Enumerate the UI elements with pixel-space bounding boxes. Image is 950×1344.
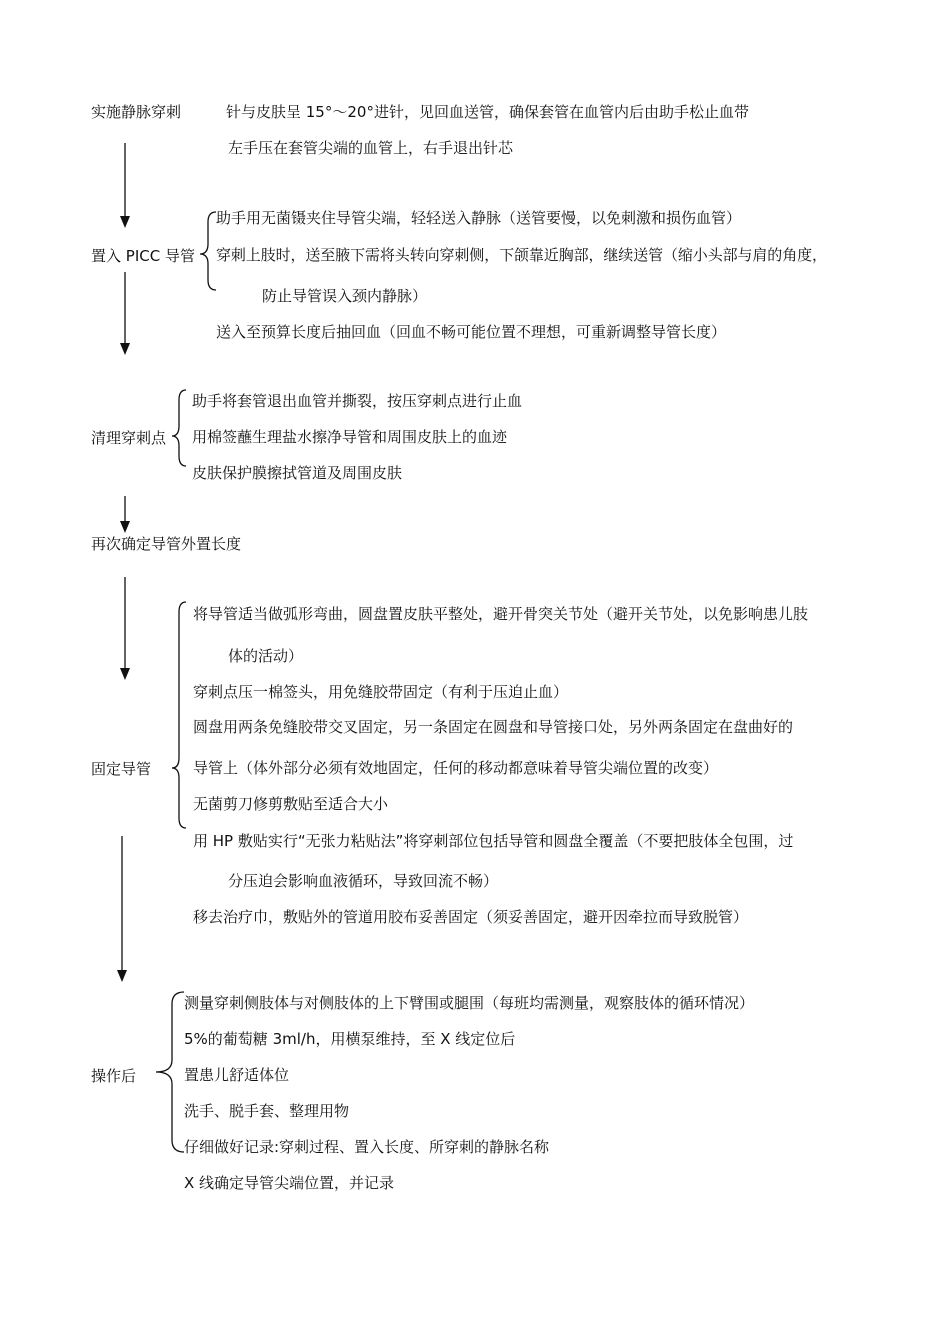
brace-s3 (172, 390, 186, 466)
step-detail: 针与皮肤呈 15°～20°进针，见回血送管，确保套管在血管内后由助手松止血带 (226, 103, 749, 121)
step-detail: 皮肤保护膜擦拭管道及周围皮肤 (192, 464, 403, 482)
step-label-clean-site: 清理穿刺点 (91, 429, 167, 447)
arrow-2-3 (120, 272, 130, 355)
arrow-5-6 (117, 836, 127, 982)
step-detail: 用 HP 敷贴实行“无张力粘贴法”将穿刺部位包括导管和圆盘全覆盖（不要把肢体全包围，过 (193, 832, 794, 850)
step-label-after-procedure: 操作后 (91, 1067, 137, 1085)
step-detail: 仔细做好记录:穿刺过程、置入长度、所穿刺的静脉名称 (184, 1138, 550, 1156)
step-detail: 将导管适当做弧形弯曲，圆盘置皮肤平整处，避开骨突关节处（避开关节处，以免影响患儿肢 (193, 605, 809, 623)
brace-s5 (172, 602, 186, 828)
step-detail: 用棉签蘸生理盐水擦净导管和周围皮肤上的血迹 (192, 428, 508, 446)
brace-s2 (200, 212, 216, 290)
arrow-1-2 (120, 143, 130, 228)
step-detail: 助手将套管退出血管并撕裂，按压穿刺点进行止血 (192, 392, 523, 410)
step-label-puncture: 实施静脉穿刺 (91, 103, 182, 121)
step-detail: 测量穿刺侧肢体与对侧肢体的上下臂围或腿围（每班均需测量，观察肢体的循环情况） (184, 994, 755, 1012)
step-detail: 体的活动） (228, 647, 304, 665)
step-detail: 送入至预算长度后抽回血（回血不畅可能位置不理想，可重新调整导管长度） (216, 323, 727, 341)
step-label-fix-catheter: 固定导管 (91, 760, 152, 778)
step-detail: 分压迫会影响血液循环，导致回流不畅） (228, 872, 499, 890)
step-detail: 穿刺点压一棉签头，用免缝胶带固定（有利于压迫止血） (193, 683, 569, 701)
brace-s6 (156, 992, 184, 1152)
arrow-3-4 (120, 496, 130, 533)
step-detail: 洗手、脱手套、整理用物 (184, 1102, 350, 1120)
step-detail: 无菌剪刀修剪敷贴至适合大小 (193, 795, 389, 813)
step-label-insert-picc: 置入 PICC 导管 (91, 247, 195, 265)
step-detail: 置患儿舒适体位 (184, 1066, 290, 1084)
step-detail: 穿刺上肢时，送至腋下需将头转向穿刺侧，下颌靠近胸部，继续送管（缩小头部与肩的角度， (216, 246, 827, 264)
step-detail: 移去治疗巾，敷贴外的管道用胶布妥善固定（须妥善固定，避开因牵拉而导致脱管） (193, 908, 749, 926)
step-detail: 助手用无菌镊夹住导管尖端，轻轻送入静脉（送管要慢，以免刺激和损伤血管） (216, 209, 742, 227)
step-detail: 圆盘用两条免缝胶带交叉固定，另一条固定在圆盘和导管接口处，另外两条固定在盘曲好的 (193, 718, 794, 736)
step-detail: 5%的葡萄糖 3ml/h，用横泵维持，至 X 线定位后 (184, 1030, 516, 1048)
step-detail: X 线确定导管尖端位置，并记录 (184, 1174, 395, 1192)
step-detail: 左手压在套管尖端的血管上，右手退出针芯 (228, 139, 514, 157)
step-label-confirm-length: 再次确定导管外置长度 (91, 535, 242, 553)
arrow-4-5 (120, 577, 130, 680)
step-detail: 防止导管误入颈内静脉） (262, 287, 428, 305)
step-detail: 导管上（体外部分必须有效地固定，任何的移动都意味着导管尖端位置的改变） (193, 759, 719, 777)
